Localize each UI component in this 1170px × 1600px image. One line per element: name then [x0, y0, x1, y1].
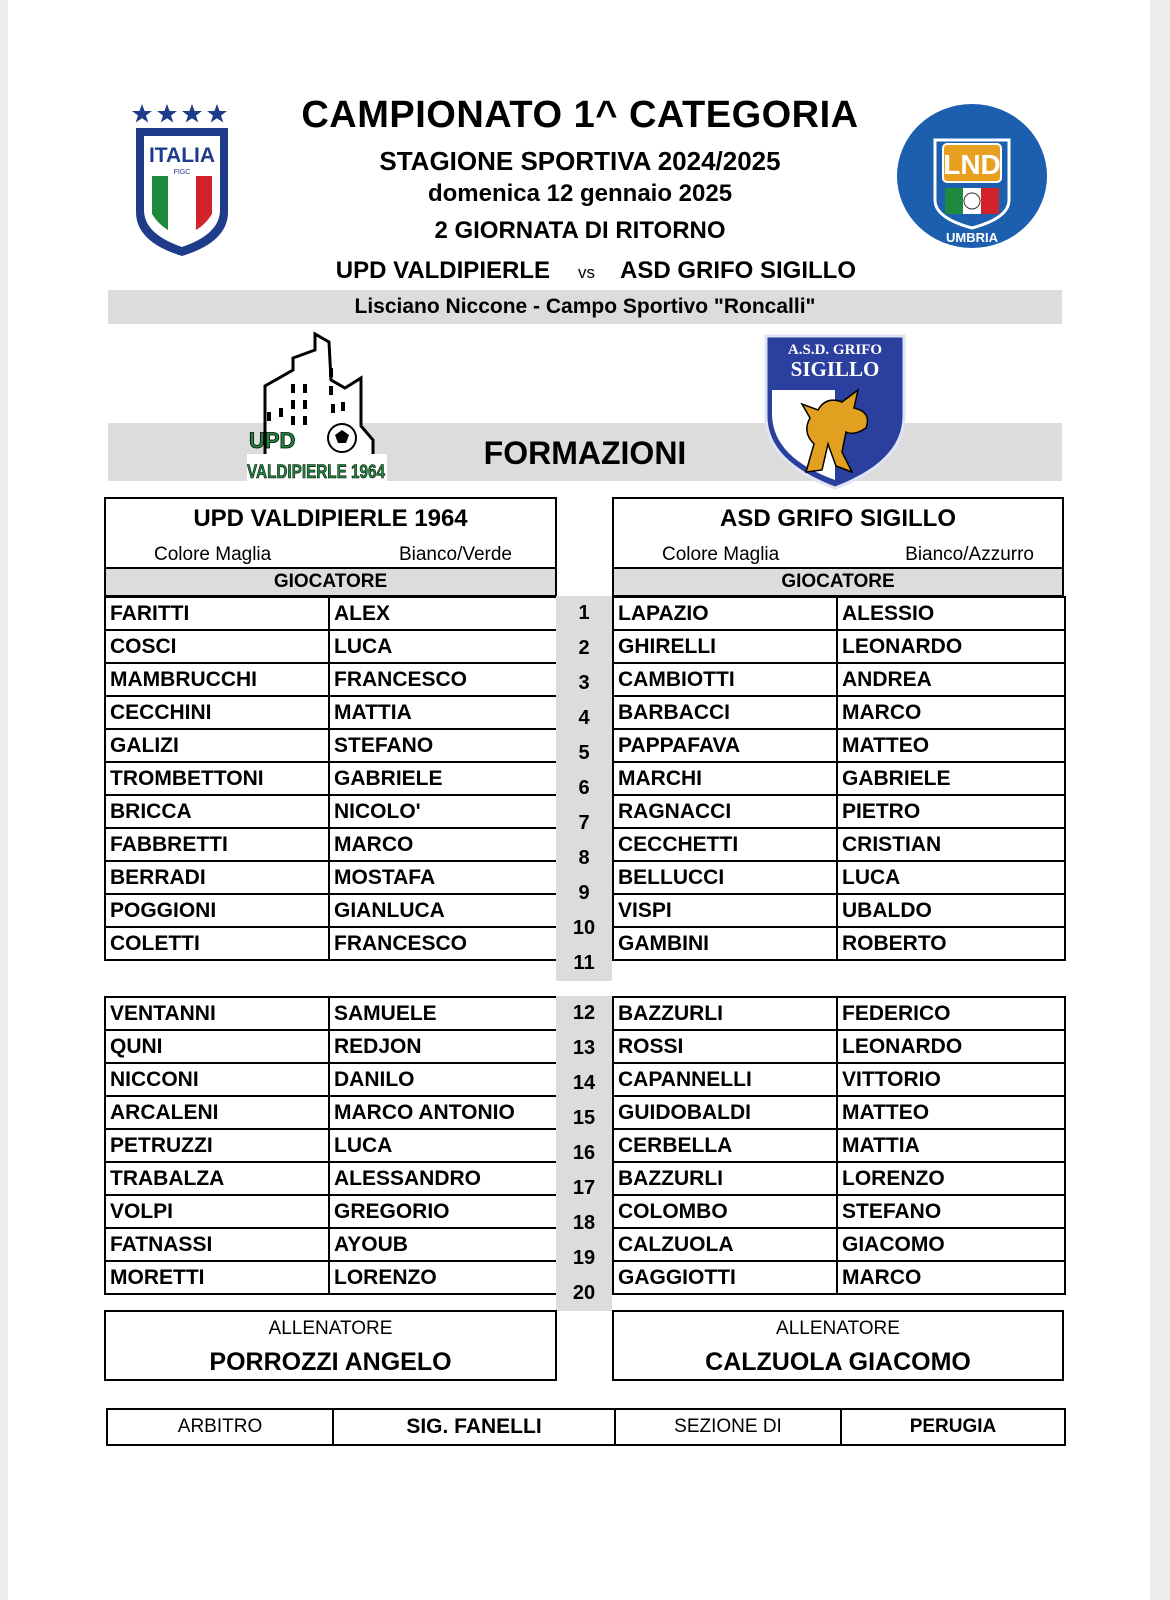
- player-firstname: GABRIELE: [329, 762, 558, 795]
- player-firstname: VITTORIO: [837, 1063, 1065, 1096]
- player-firstname: CRISTIAN: [837, 828, 1065, 861]
- player-row: [105, 762, 558, 795]
- player-surname: COLOMBO: [613, 1195, 837, 1228]
- player-surname: BARBACCI: [613, 696, 837, 729]
- formations-title: FORMAZIONI: [483, 435, 687, 471]
- section-name: PERUGIA: [841, 1409, 1065, 1445]
- player-row: [613, 997, 1065, 1030]
- player-surname: ROSSI: [613, 1030, 837, 1063]
- player-surname: MARCHI: [613, 762, 837, 795]
- player-surname: GALIZI: [105, 729, 329, 762]
- player-surname: CALZUOLA: [613, 1228, 837, 1261]
- player-surname: BERRADI: [105, 861, 329, 894]
- player-firstname: LEONARDO: [837, 1030, 1065, 1063]
- player-firstname: LORENZO: [329, 1261, 558, 1294]
- season: STAGIONE SPORTIVA 2024/2025: [379, 146, 781, 176]
- player-firstname: GIANLUCA: [329, 894, 558, 927]
- venue: Lisciano Niccone - Campo Sportivo "Roncalli": [108, 290, 1062, 324]
- player-surname: POGGIONI: [105, 894, 329, 927]
- player-row: [613, 696, 1065, 729]
- player-row: [613, 729, 1065, 762]
- player-surname: TRABALZA: [105, 1162, 329, 1195]
- home-subs-table: [104, 996, 559, 1295]
- player-surname: FARITTI: [105, 597, 329, 630]
- shirt-number: 19: [556, 1241, 612, 1276]
- player-surname: RAGNACCI: [613, 795, 837, 828]
- player-row: [105, 729, 558, 762]
- player-surname: CAMBIOTTI: [613, 663, 837, 696]
- player-row: [613, 762, 1065, 795]
- player-firstname: FEDERICO: [837, 997, 1065, 1030]
- player-surname: GAGGIOTTI: [613, 1261, 837, 1294]
- referee-table: [106, 1408, 1066, 1446]
- logo-valdipierle: VALDIPIERLE 1964: [247, 462, 386, 483]
- player-row: [105, 894, 558, 927]
- player-firstname: LEONARDO: [837, 630, 1065, 663]
- player-firstname: MATTEO: [837, 729, 1065, 762]
- player-firstname: MARCO ANTONIO: [329, 1096, 558, 1129]
- player-row: [613, 927, 1065, 960]
- round: 2 GIORNATA DI RITORNO: [434, 217, 726, 244]
- player-row: [105, 795, 558, 828]
- player-row: [105, 1063, 558, 1096]
- player-surname: PAPPAFAVA: [613, 729, 837, 762]
- player-firstname: UBALDO: [837, 894, 1065, 927]
- home-coach-box: [104, 1310, 557, 1381]
- home-team-name: UPD VALDIPIERLE: [335, 257, 550, 284]
- logo-sigillo: SIGILLO: [790, 357, 880, 381]
- home-players-header: GIOCATORE: [104, 567, 557, 597]
- match-date: domenica 12 gennaio 2025: [427, 180, 733, 207]
- player-firstname: LUCA: [329, 630, 558, 663]
- shirt-number: 13: [556, 1031, 612, 1066]
- player-surname: ARCALENI: [105, 1096, 329, 1129]
- away-coach-name: CALZUOLA GIACOMO: [705, 1348, 971, 1376]
- lnd-region: UMBRIA: [946, 230, 998, 245]
- player-row: [613, 1063, 1065, 1096]
- referee-label: ARBITRO: [107, 1409, 333, 1445]
- player-row: [613, 1162, 1065, 1195]
- away-coach-box: [612, 1310, 1064, 1381]
- figc-text: ITALIA: [148, 144, 216, 167]
- player-surname: VISPI: [613, 894, 837, 927]
- shirt-number: 1: [556, 596, 612, 631]
- player-row: [105, 1195, 558, 1228]
- lnd-text: LND: [943, 149, 1001, 180]
- player-firstname: FRANCESCO: [329, 927, 558, 960]
- away-subs-table: [612, 996, 1066, 1295]
- player-surname: CECCHETTI: [613, 828, 837, 861]
- player-row: [105, 597, 558, 630]
- home-coach-name: PORROZZI ANGELO: [209, 1348, 452, 1376]
- player-surname: VOLPI: [105, 1195, 329, 1228]
- vs-label: vs: [578, 263, 595, 282]
- player-firstname: ALESSIO: [837, 597, 1065, 630]
- shirt-number: 2: [556, 631, 612, 666]
- player-row: [613, 795, 1065, 828]
- player-row: [105, 663, 558, 696]
- player-row: [613, 597, 1065, 630]
- player-surname: MORETTI: [105, 1261, 329, 1294]
- player-row: [613, 1096, 1065, 1129]
- player-firstname: GABRIELE: [837, 762, 1065, 795]
- figc-sub: FIGC: [173, 169, 191, 176]
- player-row: [105, 1228, 558, 1261]
- player-firstname: MARCO: [837, 696, 1065, 729]
- player-firstname: ALEX: [329, 597, 558, 630]
- valdipierle-logo: [245, 328, 395, 490]
- player-surname: COSCI: [105, 630, 329, 663]
- match-line: [0, 257, 1160, 287]
- player-firstname: LUCA: [329, 1129, 558, 1162]
- player-surname: GUIDOBALDI: [613, 1096, 837, 1129]
- player-firstname: ROBERTO: [837, 927, 1065, 960]
- player-surname: CERBELLA: [613, 1129, 837, 1162]
- home-team-header: [104, 497, 557, 569]
- player-firstname: MARCO: [329, 828, 558, 861]
- home-team-title: UPD VALDIPIERLE 1964: [193, 505, 468, 532]
- player-firstname: GIACOMO: [837, 1228, 1065, 1261]
- away-shirt-label: Colore Maglia: [662, 544, 780, 565]
- player-firstname: NICOLO': [329, 795, 558, 828]
- player-firstname: MATTIA: [329, 696, 558, 729]
- player-surname: COLETTI: [105, 927, 329, 960]
- player-surname: BAZZURLI: [613, 997, 837, 1030]
- shirt-number: 8: [556, 841, 612, 876]
- shirt-number: 12: [556, 996, 612, 1031]
- player-firstname: REDJON: [329, 1030, 558, 1063]
- player-surname: BELLUCCI: [613, 861, 837, 894]
- home-shirt-label: Colore Maglia: [154, 544, 272, 565]
- player-surname: GHIRELLI: [613, 630, 837, 663]
- player-row: [105, 861, 558, 894]
- player-surname: LAPAZIO: [613, 597, 837, 630]
- away-team-name: ASD GRIFO SIGILLO: [620, 257, 857, 284]
- player-row: [105, 630, 558, 663]
- home-starters-table: [104, 596, 559, 961]
- player-row: [105, 927, 558, 960]
- player-firstname: MOSTAFA: [329, 861, 558, 894]
- home-coach-label: ALLENATORE: [268, 1318, 393, 1339]
- player-row: [105, 828, 558, 861]
- player-surname: BAZZURLI: [613, 1162, 837, 1195]
- away-team-header: [612, 497, 1064, 569]
- player-row: [105, 1162, 558, 1195]
- away-team-title: ASD GRIFO SIGILLO: [719, 505, 956, 532]
- shirt-number: 20: [556, 1276, 612, 1311]
- player-firstname: GREGORIO: [329, 1195, 558, 1228]
- player-surname: FATNASSI: [105, 1228, 329, 1261]
- player-row: [613, 894, 1065, 927]
- player-firstname: FRANCESCO: [329, 663, 558, 696]
- player-row: [613, 861, 1065, 894]
- shirt-number: 9: [556, 876, 612, 911]
- shirt-number: 14: [556, 1066, 612, 1101]
- away-starters-table: [612, 596, 1066, 961]
- away-shirt-color: Bianco/Azzurro: [905, 544, 1034, 565]
- home-shirt-color: Bianco/Verde: [398, 544, 512, 565]
- shirt-number: 11: [556, 946, 612, 981]
- shirt-number: 7: [556, 806, 612, 841]
- player-row: [613, 828, 1065, 861]
- player-surname: BRICCA: [105, 795, 329, 828]
- player-surname: CECCHINI: [105, 696, 329, 729]
- player-row: [105, 1129, 558, 1162]
- referee-name: SIG. FANELLI: [333, 1409, 615, 1445]
- player-firstname: ANDREA: [837, 663, 1065, 696]
- player-row: [105, 696, 558, 729]
- player-row: [105, 1096, 558, 1129]
- player-firstname: PIETRO: [837, 795, 1065, 828]
- player-firstname: STEFANO: [329, 729, 558, 762]
- player-row: [105, 1261, 558, 1294]
- shirt-number: 15: [556, 1101, 612, 1136]
- player-row: [613, 1261, 1065, 1294]
- player-firstname: LORENZO: [837, 1162, 1065, 1195]
- player-firstname: DANILO: [329, 1063, 558, 1096]
- player-row: [105, 997, 558, 1030]
- player-row: [613, 1228, 1065, 1261]
- player-surname: TROMBETTONI: [105, 762, 329, 795]
- player-firstname: SAMUELE: [329, 997, 558, 1030]
- player-surname: FABBRETTI: [105, 828, 329, 861]
- logo-upd: UPD: [249, 428, 296, 453]
- player-firstname: ALESSANDRO: [329, 1162, 558, 1195]
- player-row: [613, 663, 1065, 696]
- player-surname: CAPANNELLI: [613, 1063, 837, 1096]
- shirt-number: 6: [556, 771, 612, 806]
- away-coach-label: ALLENATORE: [776, 1318, 900, 1339]
- player-surname: PETRUZZI: [105, 1129, 329, 1162]
- grifo-sigillo-logo: [762, 332, 908, 492]
- player-row: [613, 630, 1065, 663]
- shirt-number: 10: [556, 911, 612, 946]
- section-label: SEZIONE DI: [615, 1409, 841, 1445]
- shirt-number: 3: [556, 666, 612, 701]
- championship-title: CAMPIONATO 1^ CATEGORIA: [301, 94, 859, 136]
- player-surname: QUNI: [105, 1030, 329, 1063]
- shirt-number: 18: [556, 1206, 612, 1241]
- away-players-header: GIOCATORE: [612, 567, 1064, 597]
- logo-asd-grifo: A.S.D. GRIFO: [787, 342, 883, 358]
- player-row: [613, 1195, 1065, 1228]
- player-row: [613, 1030, 1065, 1063]
- player-firstname: STEFANO: [837, 1195, 1065, 1228]
- shirt-number: 4: [556, 701, 612, 736]
- shirt-number: 16: [556, 1136, 612, 1171]
- player-surname: NICCONI: [105, 1063, 329, 1096]
- player-row: [105, 1030, 558, 1063]
- player-firstname: MATTEO: [837, 1096, 1065, 1129]
- player-firstname: MARCO: [837, 1261, 1065, 1294]
- player-surname: MAMBRUCCHI: [105, 663, 329, 696]
- player-surname: VENTANNI: [105, 997, 329, 1030]
- player-firstname: MATTIA: [837, 1129, 1065, 1162]
- player-firstname: AYOUB: [329, 1228, 558, 1261]
- player-firstname: LUCA: [837, 861, 1065, 894]
- player-row: [613, 1129, 1065, 1162]
- shirt-number: 17: [556, 1171, 612, 1206]
- shirt-number: 5: [556, 736, 612, 771]
- player-surname: GAMBINI: [613, 927, 837, 960]
